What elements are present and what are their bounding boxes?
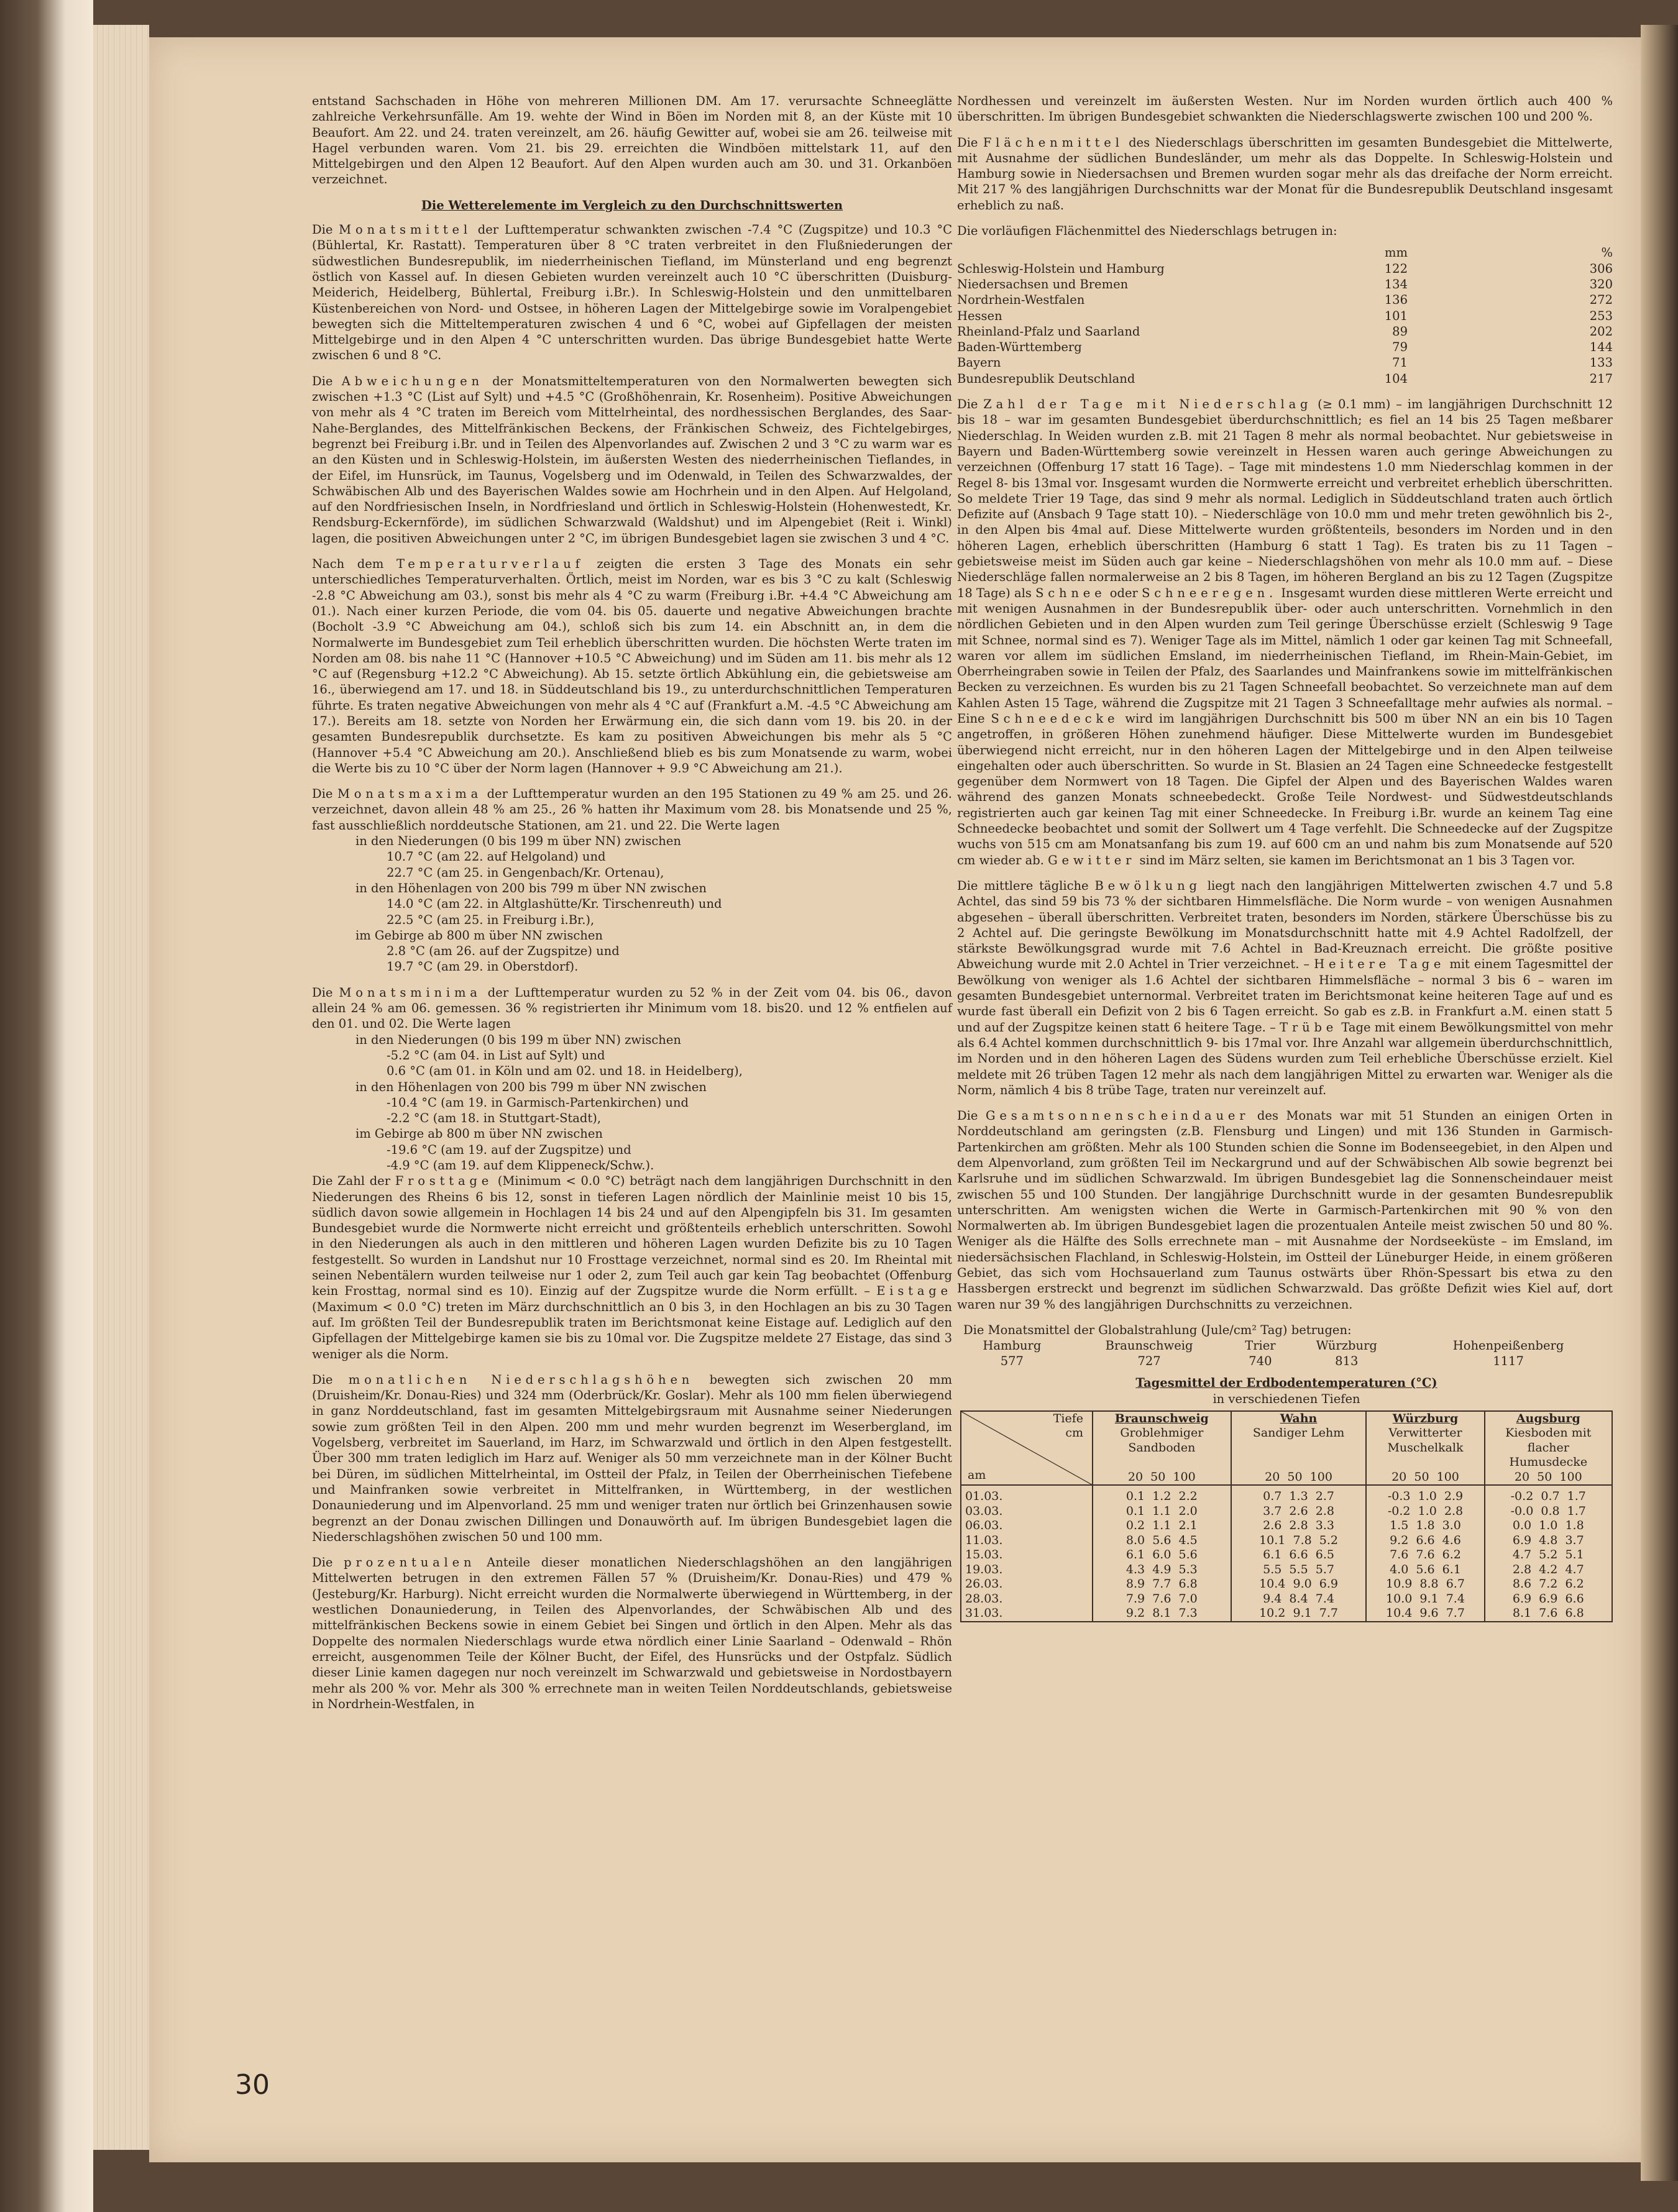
soil-station-name: Würzburg	[1392, 1411, 1459, 1425]
maxima-line: 19.7 °C (am 29. in Oberstdorf).	[387, 959, 579, 974]
soil-depths: 20 50 100	[1514, 1469, 1582, 1484]
soil-station-desc: flacher	[1527, 1440, 1569, 1455]
maxima-line: in den Höhenlagen von 200 bis 799 m über NN zwischen	[355, 880, 707, 895]
glob-value: 813	[1335, 1354, 1359, 1369]
soil-values: 10.4 9.6 7.7	[1366, 1606, 1484, 1622]
area-row	[957, 308, 1613, 324]
soil-values: 0.1 1.1 2.0	[1093, 1504, 1231, 1519]
minima-line: -2.2 °C (am 18. in Stuttgart-Stadt),	[387, 1111, 602, 1126]
soil-depths: 20 50 100	[1127, 1469, 1196, 1484]
area-mm: 101	[1384, 308, 1408, 323]
soil-date: 01.03.	[965, 1489, 1003, 1504]
soil-station-desc: Humusdecke	[1509, 1455, 1588, 1469]
area-pct: 320	[1589, 276, 1613, 291]
minima-line: -10.4 °C (am 19. in Garmisch-Partenkirchen) und	[387, 1095, 689, 1110]
paragraph-cloudiness: Die mittlere tägliche Bewölkung liegt nach den langjährigen Mittelwerten zwischen 4.7 und 5.8 Achtel, das sind 59 bis 73 % der sichtbaren Himmelsfläche. Die Norm wurde – von wenigen Ausnahmen abgesehen – überall überschritten. Verbreitet traten, besonders im Norden, stärkere Überschüsse bis zu 2 Achtel auf. Die geringste Bewölkung im Monatsdurchschnitt hatte mit 4.9 Achtel Radolfzell, der stärkste Bewölkungsgrad wurde mit 7.6 Achtel in Bad-Kreuznach erreicht. Die größte positive Abweichung wurde mit 2.0 Achtel in Trier verzeichnet. – Heitere Tage mit einem Tagesmittel der Bewölkung von weniger als 1.6 Achtel der sichtbaren Himmelsfläche – normal 3 bis 6 – waren im gesamten Bundesgebiet unternormal. Verbreitet traten im Berichtsmonat keine heiteren Tage auf und es wurde fast überall ein Defizit von 2 bis 6 Tagen erreicht. So gab es z.B. in Frankfurt a.M. einen statt 5 und auf der Zugspitze keinen statt 6 heitere Tage. – Trübe Tage mit einem Bewölkungsmittel von mehr als 6.4 Achtel kommen durchschnittlich 9- bis 17mal vor. Ihre Anzahl war allgemein überdurchschnittlich, im Norden und in den höheren Lagen des Südens wurden zum Teil erhebliche Überschüsse erzielt. Kiel meldete mit 26 trüben Tagen 12 mehr als nach dem langjährigen Mittel zu erwarten war. Weniger als die Norm, nämlich 4 bis 8 trübe Tage, traten nur vereinzelt auf.	[957, 878, 1613, 1097]
soil-station-name: Wahn	[1280, 1411, 1318, 1425]
area-name: Niedersachsen und Bremen	[957, 276, 1129, 291]
soil-row	[961, 1548, 1612, 1563]
unit-mm: mm	[1385, 245, 1408, 260]
soil-date: 03.03.	[965, 1504, 1003, 1518]
minima-line: 0.6 °C (am 01. in Köln und am 02. und 18. in Heidelberg),	[387, 1064, 743, 1079]
area-mm: 134	[1384, 276, 1408, 291]
glob-value: 727	[1137, 1354, 1161, 1369]
paragraph-continued: Nordhessen und vereinzelt im äußersten Westen. Nur im Norden wurden örtlich auch 400 % überschritten. Im übrigen Bundesgebiet schwankten die Niederschlagswerte zwischen 100 und 200 %.	[957, 94, 1613, 124]
soil-temperature-table	[960, 1410, 1613, 1622]
area-name: Nordrhein-Westfalen	[957, 293, 1085, 308]
soil-values: 2.6 2.8 3.3	[1231, 1519, 1367, 1533]
area-pct: 306	[1589, 261, 1613, 276]
area-mm: 89	[1392, 324, 1408, 339]
soil-values: 3.7 2.6 2.8	[1231, 1504, 1367, 1519]
paragraph-deviations: Die Abweichungen der Monatsmitteltemperaturen von den Normalwerten bewegten sich zwischen +1.3 °C (List auf Sylt) und +4.5 °C (Großhöhenrain, Kr. Rosenheim). Positive Abweichungen von mehr als 4 °C traten im Bereich vom Mittelrheintal, des nordhessischen Berglandes, des Saar-Nahe-Berglandes, des Mittelfränkischen Beckens, der Fränkischen Schweiz, des Fichtelgebirges, begrenzt bei Freiburg i.Br. und in Teilen des Alpenvorlandes auf. Zwischen 2 und 3 °C zu warm war es an den Küsten und in Schleswig-Holstein, im äußersten Westen des niederrheinischen Tieflandes, in der Eifel, im Hunsrück, im Taunus, Vogelsberg und im Odenwald, in Teilen des Schwarzwaldes, der Schwäbischen Alb und des Bayerischen Waldes sowie am Hochrhein und in den Alpen. Auf Helgoland, auf den Nordfriesischen Inseln, in Nordfriesland und örtlich in Schleswig-Holstein (Hohenwestedt, Kr. Rendsburg-Eckernförde), im südlichen Schwarzwald (Waldshut) und im Alpengebiet (Reit i. Winkl) lagen, die positiven Abweichungen unter 2 °C, im übrigen Bundesgebiet lagen sie zwischen 3 und 4 °C.	[312, 373, 953, 546]
soil-values: 9.2 6.6 4.6	[1366, 1533, 1484, 1548]
area-row	[957, 324, 1613, 339]
global-radiation-table	[957, 1338, 1613, 1369]
soil-values: 9.2 8.1 7.3	[1093, 1606, 1231, 1622]
soil-values: 6.9 6.9 6.6	[1485, 1592, 1612, 1607]
minima-line: in den Niederungen (0 bis 199 m über NN) zwischen	[355, 1032, 681, 1047]
soil-station-header	[1366, 1411, 1484, 1486]
area-means-intro: Die vorläufigen Flächenmittel des Niederschlags betrugen in:	[957, 224, 1337, 239]
minima-line: -5.2 °C (am 04. in List auf Sylt) und	[387, 1048, 605, 1063]
area-mm: 122	[1384, 261, 1408, 276]
soil-values: 9.4 8.4 7.4	[1231, 1592, 1367, 1607]
soil-values: 5.5 5.5 5.7	[1231, 1563, 1367, 1578]
area-pct: 144	[1589, 340, 1613, 355]
soil-values: 10.1 7.8 5.2	[1231, 1533, 1367, 1548]
area-means-table	[957, 245, 1613, 386]
soil-values: 0.7 1.3 2.7	[1231, 1485, 1367, 1504]
soil-values: 6.1 6.0 5.6	[1093, 1548, 1231, 1563]
paragraph-monthly-minima: Die Monatsminima der Lufttemperatur wurden zu 52 % in der Zeit vom 04. bis 06., davon allein 24 % am 06. gemessen. 36 % registrierten ihr Minimum vom 18. bis20. und 12 % entfielen auf den 01. und 02. Die Werte lagen	[312, 985, 952, 1031]
area-row	[957, 339, 1613, 355]
glob-value: 577	[1000, 1354, 1024, 1369]
section-heading: Die Wetterelemente im Vergleich zu den Durchschnittswerten	[421, 198, 843, 213]
paragraph-storm-damage: entstand Sachschaden in Höhe von mehreren Millionen DM. Am 17. verursachte Schneeglätte zahlreiche Verkehrsunfälle. Am 19. wehte der Wind in Böen im Norden mit 8, an der Küste mit 10 Beaufort. Am 22. und 24. traten vereinzelt, am 26. häufig Gewitter auf, wobei sie am 26. teilweise mit Hagel verbunden waren. Vom 21. bis 29. erreichten die Windböen mittelstark 11, auf den Mittelgebirgen und den Alpen 12 Beaufort. Auf den Alpen wurden auch am 30. und 31. Orkanböen verzeichnet.	[312, 94, 952, 187]
soil-values: 10.2 9.1 7.7	[1231, 1606, 1367, 1622]
soil-row	[961, 1533, 1612, 1548]
area-pct: 217	[1589, 371, 1613, 386]
soil-station-desc: Muschelkalk	[1387, 1440, 1464, 1455]
soil-values: 8.9 7.7 6.8	[1093, 1577, 1231, 1592]
soil-station-name: Braunschweig	[1114, 1411, 1209, 1425]
soil-values: 6.9 4.8 3.7	[1485, 1533, 1612, 1548]
soil-station-desc	[1370, 1455, 1480, 1470]
soil-values: 1.5 1.8 3.0	[1366, 1519, 1484, 1533]
soil-date: 06.03.	[965, 1519, 1003, 1533]
soil-station-header	[1093, 1411, 1231, 1486]
soil-row	[961, 1504, 1612, 1519]
soil-date: 26.03.	[965, 1577, 1003, 1591]
paragraph-area-means: Die Flächenmittel des Niederschlags überschritten im gesamten Bundesgebiet die Mittelwerte, mit Ausnahme der südlichen Bundesländer, um mehr als das Doppelte. In Schleswig-Holstein und Hamburg sowie in Niedersachsen und Bremen wurden sogar mehr als das dreifache der Norm erreicht. Mit 217 % des langjährigen Durchschnitts war der Monat für die Bundesrepublik Deutschland insgesamt erheblich zu naß.	[957, 135, 1613, 213]
soil-depths: 20 50 100	[1391, 1469, 1459, 1484]
area-name: Baden-Württemberg	[957, 340, 1082, 355]
minima-line: in den Höhenlagen von 200 bis 799 m über NN zwischen	[355, 1079, 707, 1094]
soil-values: -0.3 1.0 2.9	[1366, 1485, 1484, 1504]
soil-station-desc: Kiesboden mit	[1505, 1426, 1592, 1440]
soil-station-desc: Groblehmiger	[1120, 1426, 1204, 1440]
soil-values: -0.2 0.7 1.7	[1485, 1485, 1612, 1504]
soil-values: 7.9 7.6 7.0	[1093, 1592, 1231, 1607]
area-mm: 79	[1392, 340, 1408, 355]
soil-row	[961, 1606, 1612, 1622]
soil-values: 0.0 1.0 1.8	[1485, 1519, 1612, 1533]
soil-values: 4.0 5.6 6.1	[1366, 1563, 1484, 1578]
soil-values: 10.9 8.8 6.7	[1366, 1577, 1484, 1592]
soil-station-header	[1485, 1411, 1612, 1486]
soil-values: -0.2 1.0 2.8	[1366, 1504, 1484, 1519]
area-pct: 202	[1589, 324, 1613, 339]
maxima-line: 2.8 °C (am 26. auf der Zugspitze) und	[387, 944, 620, 959]
glob-value: 1117	[1493, 1354, 1524, 1369]
maxima-line: 22.7 °C (am 25. in Gengenbach/Kr. Ortenau),	[387, 865, 664, 880]
paragraph-percent-shares: Die prozentualen Anteile dieser monatlichen Niederschlagshöhen an den langjährigen Mittelwerten betrugen in den extremen Fällen 57 % (Druisheim/Kr. Donau-Ries) und 479 % (Jesteburg/Kr. Harburg). Nicht erreicht wurden die Normalwerte überwiegend in Württemberg, in der westlichen Donauniederung, in Teilen des Alpenvorlandes, der Schwäbischen Alb und des mittelfränkischen Beckens sowie in einem Gebiet bei Singen und örtlich in den Alpen. Mehr als das Doppelte des normalen Niederschlags wurde etwa nördlich einer Linie Saarland – Odenwald – Rhön erreicht, ausgenommen Teile der Kölner Bucht, der Eifel, des Hunsrücks und der Ostpfalz. Südlich dieser Linie kamen dagegen nur noch vereinzelt im Schwarzwald und gebietsweise in Nordostbayern mehr als 200 % vor. Mehr als 300 % errechnete man in weiten Teilen Norddeutschlands, gebietsweise in Nordrhein-Westfalen, in	[312, 1555, 953, 1711]
soil-row	[961, 1563, 1612, 1578]
soil-row	[961, 1519, 1612, 1533]
soil-date: 31.03.	[965, 1606, 1003, 1620]
soil-values: 7.6 7.6 6.2	[1366, 1548, 1484, 1563]
maxima-line: im Gebirge ab 800 m über NN zwischen	[355, 928, 603, 943]
paragraph-monthly-mean: Die Monatsmittel der Lufttemperatur schwankten zwischen -7.4 °C (Zugspitze) und 10.3 °C (Bühlertal, Kr. Rastatt). Temperaturen über 8 °C traten verbreitet in den Flußniederungen der südwestlichen Bundesrepublik, im niederrheinischen Tiefland, im Münsterland und eng begrenzt östlich von Kassel auf. In diesen Gebieten wurden vereinzelt auch 10 °C überschritten (Duisburg-Meiderich, Heidelberg, Bühlertal, Freiburg i.Br.). In Schleswig-Holstein und den unmittelbaren Küstenbereichen von Nord- und Ostsee, in höheren Lagen der Mittelgebirge sowie im Voralpengebiet bewegten sich die Mitteltemperaturen zwischen 4 und 6 °C, wobei auf Gipfellagen der meisten Mittelgebirge und in den Alpen 4 °C unterschritten wurden. Das übrige Bundesgebiet hatte Werte zwischen 6 und 8 °C.	[312, 222, 952, 363]
area-name: Bayern	[957, 355, 1001, 370]
paragraph-sunshine: Die Gesamtsonnenscheindauer des Monats war mit 51 Stunden an einigen Orten in Norddeutschland am geringsten (z.B. Flensburg und Lingen) und mit 136 Stunden in Garmisch-Partenkirchen am größten. Mehr als 100 Stunden schien die Sonne im Bodenseegebiet, in den Alpen und dem Alpenvorland, zum größten Teil im Neckargrund und auf der Schwäbischen Alb sowie begrenzt bei Karlsruhe und im südlichen Schwarzwald. Im übrigen Bundesgebiet lag die Sonnenscheindauer meist zwischen 55 und 100 Stunden. Der langjährige Durchschnitt wurde in der gesamten Bundesrepublik unterschritten. Am wenigsten wichen die Werte in Garmisch-Partenkirchen mit 90 % von den Normalwerten ab. Im übrigen Bundesgebiet lagen die prozentualen Anteile meist zwischen 50 und 80 %. Weniger als die Hälfte des Solls errechnete man – mit Ausnahme der Nordseeküste – im Emsland, im niedersächsischen Flachland, in Schleswig-Holstein, im Ostteil der Lüneburger Heide, in einem größeren Gebiet, das sich vom Hochsauerland zum Taunus ostwärts über Rhön-Spessart bis etwa zu den Hassbergen erstreckt und begrenzt im südlichen Schwarzwald. Das größte Defizit wies Kiel auf, dort waren nur 39 % des langjährigen Durchschnitts zu verzeichnen.	[957, 1108, 1613, 1312]
corner-cm: cm	[1065, 1426, 1083, 1440]
diagonal-line	[961, 1412, 1092, 1485]
soil-values: 8.1 7.6 6.8	[1485, 1606, 1612, 1622]
soil-station-desc	[1236, 1455, 1362, 1470]
global-radiation-intro: Die Monatsmittel der Globalstrahlung (Jule/cm² Tag) betrugen:	[963, 1322, 1352, 1337]
area-row	[957, 276, 1613, 292]
page-edges	[93, 25, 149, 2150]
glob-station: Braunschweig	[1105, 1338, 1193, 1353]
maxima-line: 14.0 °C (am 22. in Altglashütte/Kr. Tirschenreuth) und	[387, 897, 722, 912]
soil-values: 10.4 9.0 6.9	[1231, 1577, 1367, 1592]
soil-values: 0.1 1.2 2.2	[1093, 1485, 1231, 1504]
soil-station-desc: Sandiger Lehm	[1252, 1426, 1345, 1440]
maxima-line: 22.5 °C (am 25. in Freiburg i.Br.),	[387, 912, 595, 927]
left-column	[312, 93, 952, 1722]
paragraph-precipitation: Die monatlichen Niederschlagshöhen bewegten sich zwischen 20 mm (Druisheim/Kr. Donau-Ries) und 324 mm (Oderbrück/Kr. Goslar). Mehr als 100 mm fielen überwiegend in ganz Norddeutschland, fast im gesamten Mittelgebirgsraum mit Ausnahme seiner Niederungen sowie zum größten Teil in den Alpen. 200 mm und mehr wurden begrenzt im Weserbergland, im Vogelsberg, verbreitet im Sauerland, im Harz, im Schwarzwald und örtlich in den Alpen festgestellt. Über 300 mm traten lediglich im Harz auf. Weniger als 50 mm verzeichnete man in der Kölner Bucht bei Düren, im südlichen Mittelrheintal, im Ostteil der Pfalz, in Teilen der Oberrheinischen Tiefebene und Mainfranken sowie verbreitet in Mittelfranken, in Württemberg, in der westlichen Donauniederung und im Alpenvorland. 25 mm und weniger traten nur örtlich bei Grinzenhausen sowie begrenzt an der Donau zwischen Dillingen und Donauwörth auf. Im übrigen Bundesgebiet lagen die Niederschlagshöhen zwischen 50 und 100 mm.	[312, 1372, 953, 1544]
paragraph-temperature-course: Nach dem Temperaturverlauf zeigten die ersten 3 Tage des Monats ein sehr unterschiedliches Temperaturverhalten. Örtlich, meist im Norden, war es bis 3 °C zu kalt (Schleswig -2.8 °C Abweichung am 03.), sonst bis mehr als 4 °C zu warm (Freiburg i.Br. +4.4 °C Abweichung am 01.). Nach einer kurzen Periode, die vom 04. bis 05. dauerte und negative Abweichungen brachte (Bocholt -3.9 °C Abweichung am 04.), schloß sich bis zum 14. ein Abschnitt an, in dem die Normalwerte im Bundesgebiet zum Teil erheblich überschritten wurden. Die höchsten Werte traten im Norden am 08. bis nahe 11 °C (Hannover +10.5 °C Abweichung) und im Süden am 11. bis mehr als 12 °C auf (Regensburg +12.2 °C Abweichung). Ab 15. setzte örtlich Abkühlung ein, die gebietsweise am 16., überwiegend am 17. und 18. in Süddeutschland bis 19., zu unterdurchschnittlichen Temperaturen führte. Es traten negative Abweichungen von mehr als 4 °C auf (Frankfurt a.M. -4.5 °C Abweichung am 17.). Bereits am 18. setzte von Norden her Erwärmung ein, die sich dann vom 19. bis 20. in der gesamten Bundesrepublik durchsetzte. Es kam zu positiven Abweichungen bis mehr als 5 °C (Hannover +5.4 °C Abweichung am 20.). Anschließend blieb es bis zum Monatsende zu warm, wobei die Werte bis zu 10 °C über der Norm lagen (Hannover + 9.9 °C Abweichung am 21.).	[312, 557, 952, 775]
soil-row	[961, 1577, 1612, 1592]
soil-values: 4.3 4.9 5.3	[1093, 1563, 1231, 1578]
soil-values: 8.6 7.2 6.2	[1485, 1577, 1612, 1592]
soil-station-desc: Sandboden	[1128, 1440, 1196, 1455]
soil-row	[961, 1485, 1612, 1504]
minima-line: -19.6 °C (am 19. auf der Zugspitze) und	[387, 1142, 631, 1157]
soil-date: 19.03.	[965, 1562, 1003, 1576]
area-mm: 136	[1384, 293, 1408, 308]
paragraph-monthly-maxima: Die Monatsmaxima der Lufttemperatur wurden an den 195 Stationen zu 49 % am 25. und 26. verzeichnet, davon allein 48 % am 25., 26 % hatten ihr Maximum vom 28. bis Monatsende und 25 %, fast ausschließlich norddeutsche Stationen, am 21. und 22. Die Werte lagen	[312, 787, 952, 833]
scan-binding-left	[0, 0, 93, 2212]
area-name: Schleswig-Holstein und Hamburg	[957, 261, 1165, 276]
soil-values: 4.7 5.2 5.1	[1485, 1548, 1612, 1563]
corner-depth: Tiefe	[1053, 1411, 1083, 1425]
glob-station: Hohenpeißenberg	[1452, 1338, 1564, 1353]
glob-station: Würzburg	[1316, 1338, 1377, 1353]
paragraph-frost-days: Die Zahl der Frosttage (Minimum < 0.0 °C) beträgt nach dem langjährigen Durchschnitt in den Niederungen des Rheins 6 bis 12, sonst in tieferen Lagen nördlich der Mainlinie meist 10 bis 15, südlich davon sowie allgemein in Hochlagen 14 bis 24 und auf den Alpengipfeln bis 31. Im gesamten Bundesgebiet wurde die Normwerte nicht erreicht und größtenteils erheblich unterschritten. Sowohl in den Niederungen als auch in den mittleren und höheren Lagen wurden Defizite bis zu 10 Tagen festgestellt. So wurden in Landshut nur 10 Frosttage verzeichnet, normal sind es 20. Im Rheintal mit seinen Nebentälern wurden teilweise nur 1 oder 2, zum Teil auch gar kein Tag beobachtet (Offenburg kein Frosttag, normal sind es 10). Einzig auf der Zugspitze wurde die Norm erfüllt. – Eistage (Maximum < 0.0 °C) treten im März durchschnittlich an 0 bis 3, in den Hochlagen an bis zu 30 Tagen auf. Im größten Teil der Bundesrepublik traten im Berichtsmonat keine Eistage auf. Lediglich auf den Gipfellagen der Mittelgebirge kamen sie bis zu 10mal vor. Die Zugspitze meldete 27 Eistage, das sind 3 weniger als die Norm.	[312, 1174, 953, 1361]
soil-table-title: Tagesmittel der Erdbodentemperaturen (°C)	[1135, 1376, 1437, 1391]
area-row	[957, 292, 1613, 308]
paragraph-precip-days: Die Zahl der Tage mit Niederschlag (≥ 0.1 mm) – im langjährigen Durchschnitt 12 bis 18 – war im gesamten Bundesgebiet überdurchschnittlich; es fiel an 14 bis 25 Tagen meßbarer Niederschlag. In Weiden wurden z.B. mit 21 Tagen 8 mehr als normal beobachtet. Nur gebietsweise in Bayern und Baden-Württemberg sowie vereinzelt in Hessen waren auch geringe Abweichungen zu verzeichnen (Offenburg 17 statt 16 Tage). – Tage mit mindestens 1.0 mm Niederschlag kommen in der Regel 8- bis 13mal vor. Insgesamt wurden die Normwerte erreicht und verbreitet erheblich überschritten. So meldete Trier 19 Tage, das sind 9 mehr als normal. Lediglich in Süddeutschland traten auch örtlich Defizite auf (Ansbach 9 Tage statt 10). – Niederschläge von 10.0 mm und mehr treten gewöhnlich bis 2-, in den Alpen bis 4mal auf. Diese Mittelwerte wurden größtenteils, besonders im Norden und in den höheren Lagen, erheblich überschritten (Hamburg 6 statt 1 Tag). Es traten bis zu 11 Tagen – gebietsweise meist im Süden auch gar keine – Niederschlagshöhen von mehr als 10.0 mm auf. – Diese Niederschläge fallen normalerweise an 2 bis 8 Tagen, im höheren Bergland an bis zu 12 Tagen (Zugspitze 18 Tage) als Schnee oder Schneeregen. Insgesamt wurden diese mittleren Werte erreicht und mit wenigen Ausnahmen in der Bundesrepublik über- oder auch unterschritten. Vornehmlich in den nördlichen Gebieten und in den Alpen wurden zum Teil geringe Überschüsse erzielt (Schleswig 9 Tage mit Schnee, normal sind es 7). Weniger Tage als im Mittel, nämlich 1 oder gar keinen Tag mit Schneefall, waren vor allem im südlichen Emsland, im niederrheinischen Tiefland, im Rhein-Main-Gebiet, im Oberrheingraben sowie in Teilen der Pfalz, des Saarlandes und Mainfrankens sowie im mittelfränkischen Becken zu verzeichnen. Es wurden bis zu 21 Tagen Schneefall beobachtet. So verzeichnete man auf dem Kahlen Asten 15 Tage, während die Zugspitze mit 21 Tagen 3 Schneefalltage mehr aufwies als normal. – Eine Schneedecke wird im langjährigen Durchschnitt bis 500 m über NN an ein bis 10 Tagen angetroffen, in größeren Höhen zunehmend häufiger. Diese Mittelwerte wurden im Bundesgebiet überwiegend nicht erreicht, nur in den höheren Lagen der Mittelgebirge und in den Alpen teilweise eingehalten oder auch überschritten. So wurde in St. Blasien an 24 Tagen eine Schneedecke festgestellt gegenüber dem Normwert von 18 Tagen. Die Gipfel der Alpen und des Bayerischen Waldes waren während des ganzen Monats schneebedeckt. Große Teile Nordwest- und Südwestdeutschlands registrierten auch gar keinen Tag mit einer Schneedecke. In Freiburg i.Br. wurde an keinem Tag eine Schneedecke beobachtet und somit der Sollwert um 4 Tage verfehlt. Die Schneedecke auf der Zugspitze wuchs von 515 cm am Monatsanfang bis zum 19. auf 600 cm an und nahm bis zum Monatsende auf 520 cm wieder ab. Gewitter sind im März selten, sie kamen im Berichtsmonat an 1 bis 3 Tagen vor.	[957, 397, 1613, 867]
area-pct: 253	[1589, 308, 1613, 323]
maxima-line: in den Niederungen (0 bis 199 m über NN) zwischen	[355, 834, 681, 849]
soil-values: 0.2 1.1 2.1	[1093, 1519, 1231, 1533]
soil-values: 6.1 6.6 6.5	[1231, 1548, 1367, 1563]
soil-row	[961, 1592, 1612, 1607]
area-row	[957, 371, 1613, 386]
area-mm: 71	[1392, 355, 1408, 370]
soil-corner-cell	[961, 1411, 1093, 1486]
corner-am: am	[968, 1468, 986, 1482]
soil-depths: 20 50 100	[1265, 1469, 1332, 1484]
area-name: Rheinland-Pfalz und Saarland	[957, 324, 1140, 339]
area-pct: 133	[1589, 355, 1613, 370]
page-number: 30	[235, 2069, 270, 2101]
minima-line: im Gebirge ab 800 m über NN zwischen	[355, 1127, 603, 1141]
area-name: Bundesrepublik Deutschland	[957, 371, 1135, 386]
unit-percent: %	[1601, 245, 1613, 260]
soil-date: 15.03.	[965, 1548, 1003, 1562]
area-name: Hessen	[957, 308, 1002, 323]
maxima-line: 10.7 °C (am 22. auf Helgoland) und	[387, 849, 606, 864]
glob-station: Trier	[1245, 1338, 1276, 1353]
glob-station: Hamburg	[983, 1338, 1042, 1353]
soil-table-subtitle: in verschiedenen Tiefen	[1213, 1391, 1360, 1406]
soil-temperature-block	[960, 1375, 1613, 1622]
soil-values: 2.8 4.2 4.7	[1485, 1563, 1612, 1578]
soil-station-name: Augsburg	[1516, 1411, 1580, 1425]
soil-date: 11.03.	[965, 1533, 1003, 1547]
soil-station-header	[1231, 1411, 1367, 1486]
soil-station-desc: Verwitterter	[1388, 1426, 1462, 1440]
glob-value: 740	[1249, 1354, 1272, 1369]
soil-station-desc	[1097, 1455, 1227, 1470]
area-row	[957, 261, 1613, 276]
minima-line: -4.9 °C (am 19. auf dem Klippeneck/Schw.).	[387, 1158, 654, 1172]
soil-values: 8.0 5.6 4.5	[1093, 1533, 1231, 1548]
soil-values: 10.0 9.1 7.4	[1366, 1592, 1484, 1607]
soil-values: -0.0 0.8 1.7	[1485, 1504, 1612, 1519]
soil-station-desc	[1236, 1441, 1362, 1456]
area-pct: 272	[1589, 293, 1613, 308]
area-row	[957, 355, 1613, 370]
area-mm: 104	[1384, 371, 1408, 386]
scan-binding-right	[1641, 25, 1678, 2181]
soil-date: 28.03.	[965, 1591, 1003, 1606]
right-column	[957, 93, 1613, 1622]
